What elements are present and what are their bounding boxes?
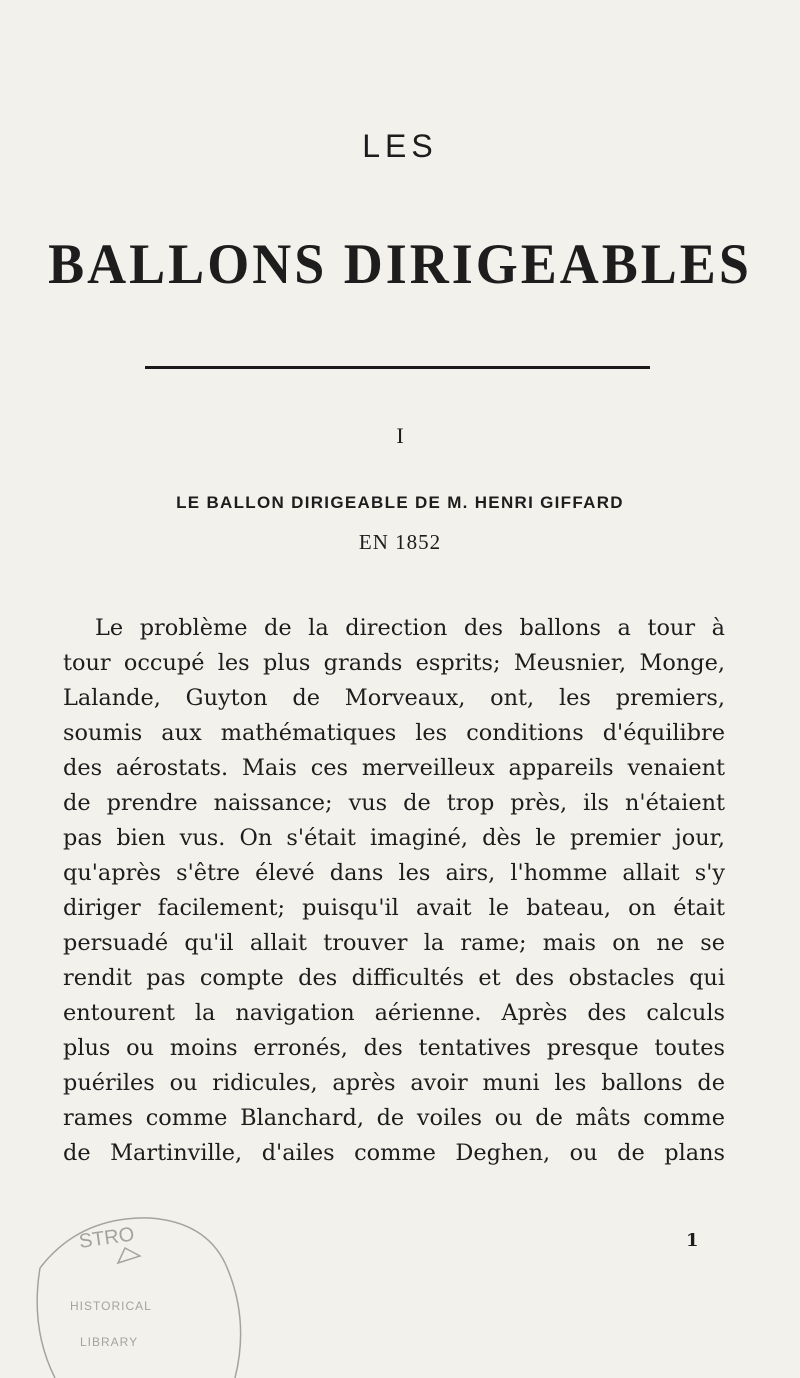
page-title: BALLONS DIRIGEABLES bbox=[48, 232, 752, 296]
body-line: Le problème de la direction des ballons a tour à bbox=[95, 615, 725, 641]
body-line: des aérostats. Mais ces merveilleux appareils venaient bbox=[63, 755, 725, 781]
chapter-number: I bbox=[396, 423, 404, 448]
page-number: 1 bbox=[686, 1230, 699, 1251]
chapter-year: EN 1852 bbox=[358, 530, 442, 554]
svg-text:STRO: STRO bbox=[77, 1223, 136, 1253]
body-line: entourent la navigation aérienne. Après des calculs bbox=[63, 1000, 725, 1026]
svg-text:LIBRARY: LIBRARY bbox=[80, 1335, 139, 1349]
body-line: diriger facilement; puisqu'il avait le bateau, on était bbox=[63, 895, 725, 921]
body-line: Lalande, Guyton de Morveaux, ont, les premiers, bbox=[63, 685, 725, 711]
body-line: rendit pas compte des difficultés et des obstacles qui bbox=[63, 965, 725, 991]
chapter-title: LE BALLON DIRIGEABLE DE M. HENRI GIFFARD bbox=[176, 493, 624, 512]
body-line: tour occupé les plus grands esprits; Meusnier, Monge, bbox=[63, 650, 725, 676]
library-stamp-seal bbox=[0, 1208, 320, 1378]
body-line: pas bien vus. On s'était imaginé, dès le premier jour, bbox=[63, 825, 725, 851]
body-line: soumis aux mathématiques les conditions d'équilibre bbox=[63, 720, 725, 746]
body-line: plus ou moins erronés, des tentatives presque toutes bbox=[63, 1035, 725, 1061]
title-rule bbox=[145, 366, 650, 369]
body-line: de prendre naissance; vus de trop près, ils n'étaient bbox=[63, 790, 725, 816]
body-line: de Martinville, d'ailes comme Deghen, ou de plans bbox=[63, 1140, 725, 1166]
title-kicker: LES bbox=[362, 128, 438, 164]
body-line: persuadé qu'il allait trouver la rame; mais on ne se bbox=[63, 930, 725, 956]
svg-text:HISTORICAL: HISTORICAL bbox=[70, 1299, 152, 1313]
body-line: qu'après s'être élevé dans les airs, l'homme allait s'y bbox=[63, 860, 725, 886]
body-line: puériles ou ridicules, après avoir muni les ballons de bbox=[63, 1070, 725, 1096]
body-line: rames comme Blanchard, de voiles ou de mâts comme bbox=[63, 1105, 725, 1131]
